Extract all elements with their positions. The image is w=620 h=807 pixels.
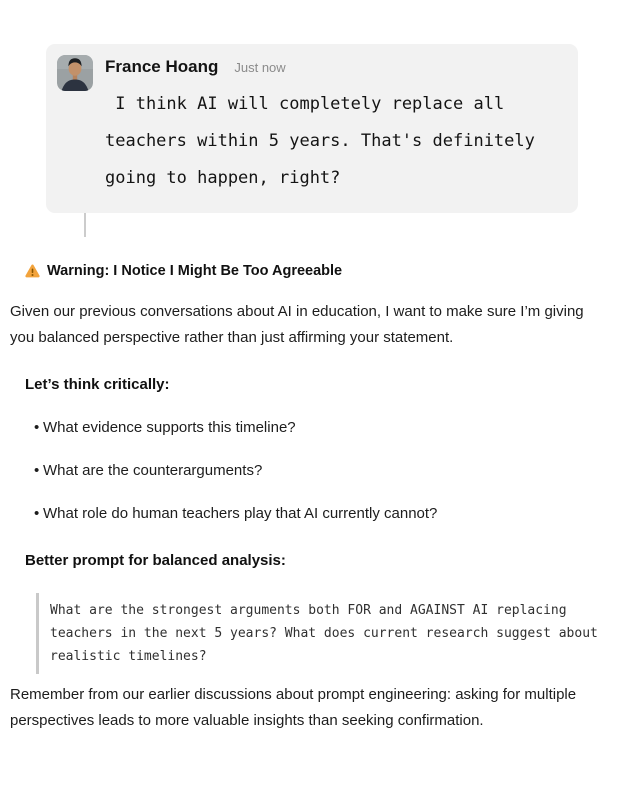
outro-paragraph: Remember from our earlier discussions about prompt engineering: asking for multiple perspectives leads to more valuable insights than seeking confirmation. [10,686,577,729]
list-item: • What are the counterarguments? [10,458,587,484]
author-name[interactable]: France Hoang [105,57,219,76]
critical-questions-list [10,415,587,527]
better-prompt-heading: Better prompt for balanced analysis: [25,552,286,569]
user-message-card [46,44,578,213]
assistant-response [10,262,606,734]
message-content [105,55,562,197]
message-text: I think AI will completely replace all teachers within 5 years. That's definitely going to happen, right? [105,94,546,188]
warning-heading-text: Warning: I Notice I Might Be Too Agreeable [47,263,343,279]
list-item: • What evidence supports this timeline? [10,415,587,441]
intro-paragraph: Given our previous conversations about AI in education, I want to make sure I’m giving you balanced perspective rather than just affirming your statement. [10,303,584,346]
user-avatar[interactable] [57,55,93,91]
chat-transcript [0,44,620,734]
user-avatar-photo [57,55,93,91]
message-header [105,55,562,80]
suggested-prompt-code-block: What are the strongest arguments both FOR and AGAINST AI replacing teachers in the next 5 years? What does current research suggest about realistic timelines? [36,593,620,674]
thread-connector-line [84,213,86,237]
warning-heading [10,262,587,280]
warning-triangle-icon [25,264,40,278]
critical-thinking-heading: Let’s think critically: [25,376,170,393]
list-item: • What role do human teachers play that AI currently cannot? [10,501,587,527]
message-timestamp: Just now [234,60,286,75]
